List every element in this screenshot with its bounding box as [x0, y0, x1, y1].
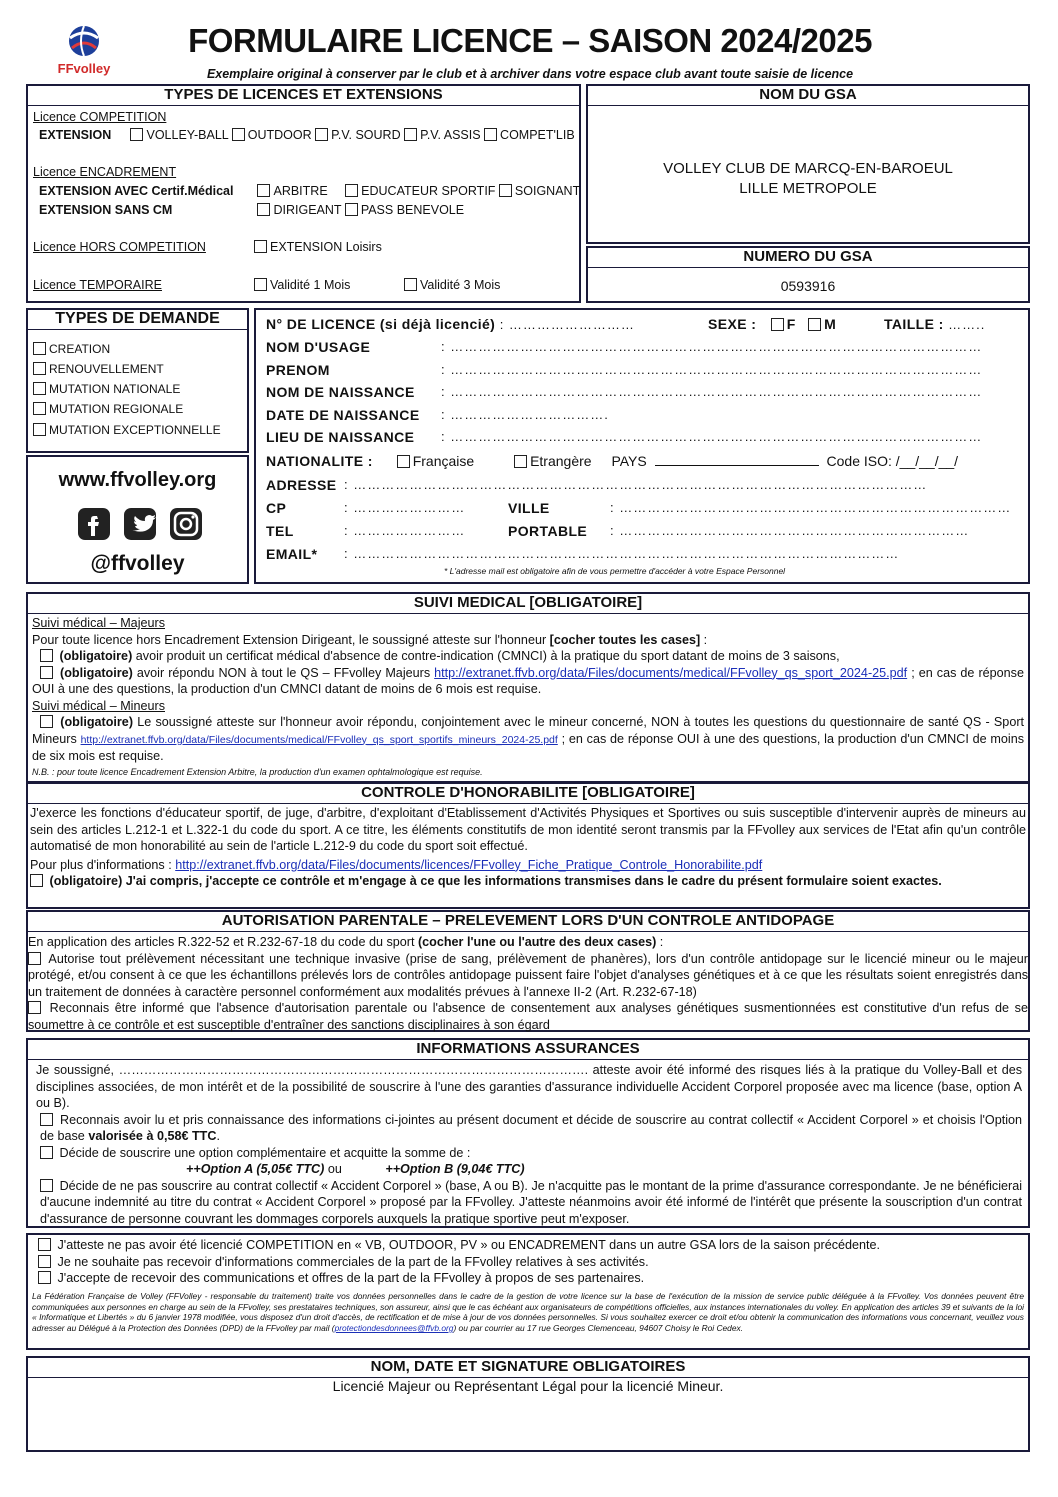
honorabilite-heading: CONTROLE D'HONORABILITE [OBLIGATOIRE] [28, 784, 1028, 804]
extension-label: EXTENSION [39, 128, 112, 142]
licence-competition-label: Licence COMPETITION [33, 110, 167, 124]
qs-mineurs-link[interactable]: http://extranet.ffvb.org/data/Files/documents/medical/FFvolley_qs_sport_sportifs_mineurs_2024-25.pdf [80, 733, 558, 746]
nom-usage-label: NOM D'USAGE [266, 339, 371, 355]
checkbox[interactable] [254, 278, 267, 291]
encadrement-with-cm [39, 184, 580, 198]
taille-label: TAILLE : [884, 316, 944, 332]
licence-number-field[interactable]: : ……………………… [499, 317, 635, 332]
consent-partners[interactable]: J'accepte de recevoir des communications et offres de la part de la FFvolley à propos de ses partenaires. [38, 1270, 1022, 1287]
licence-types-panel [26, 84, 581, 303]
social-handle[interactable]: @ffvolley [90, 552, 185, 575]
antidopage-intro: En application des articles R.322-52 et R.232-67-18 du code du sport (cocher l'une ou l'autre des deux cases) : [28, 935, 664, 949]
page-subtitle: Exemplaire original à conserver par le club et à archiver dans votre espace club avant toute saisie de licence [206, 67, 854, 81]
date-naissance-label: DATE DE NAISSANCE [266, 407, 420, 423]
demande-mutation-exceptionnelle[interactable]: MUTATION EXCEPTIONNELLE [33, 423, 221, 437]
checkbox[interactable] [254, 240, 267, 253]
antidopage-option-reconnais[interactable]: Reconnais être informé que l'absence d'autorisation parentale ou l'absence de consentement aux analyses génétiques susmentionnées est constitutive d'un refus de se soumettre à ce contrôle et est susceptible d'entraîner des sanctions disciplinaires à son égard [28, 1001, 1028, 1032]
portable-field[interactable]: : ………………………………………………………………… [610, 523, 970, 538]
signature-heading: NOM, DATE ET SIGNATURE OBLIGATOIRES [28, 1358, 1028, 1378]
medical-intro: Pour toute licence hors Encadrement Extension Dirigeant, le soussigné atteste sur l'honneur [cocher toutes les cases] : [32, 632, 708, 647]
instagram-icon[interactable] [170, 508, 202, 540]
checkbox[interactable] [40, 666, 53, 679]
option-extension-loisirs[interactable]: EXTENSION Loisirs [254, 240, 382, 254]
rgpd-notice: La Fédération Française de Volley (FFVolley - responsable du traitement) traite vos données personnelles dans le cadre de la gestion de votre licence sur la base de l'exécution de la mission de service public déléguée à la FFvolley. Vos données peuvent être communiquées aux personnes en charge au sein de la FFvolley, ses prestataires techniques, son assureur, ainsi que le cas échéant aux organisateurs de compétitions officielles, aux instances internationales du volley. En application des articles 39 et suivants de la loi « Informatique et Libertés » du 6 janvier 1978 modifiée, vous disposez d'un droit d'accès, de rectification et de mise à jour de vos données personnelles. Si vous souhaitez exercer ce droit et/ou obtenir la communication des informations vous concernant, veuillez vous adresser au Délégué à la Protection des Données (DPD) de la FFvolley par mail (protectiondesdonnees@ffvb.org) ou par courrier au 17 rue Georges Clemenceau, 94607 Choisy le Roi Cedex. [32, 1291, 1024, 1334]
demande-panel [26, 308, 249, 453]
medical-item-qs-mineurs[interactable]: (obligatoire) Le soussigné atteste sur l'honneur avoir répondu, conjointement avec le mineur concerné, NON à toutes les questions du questionnaire de santé QS - Sport Mineurs http://extranet.ffvb.org/data/Files/documents/medical/FFvolley_qs_sport_sportifs_mineurs_2024-25.pdf ; en cas de réponse OUI à une des questions, la production d'un CMNCI de moins de six mois est requise. [32, 715, 1025, 763]
website-link[interactable]: www.ffvolley.org [58, 469, 217, 491]
social-icons [76, 507, 206, 546]
twitter-icon[interactable] [124, 508, 156, 540]
ffvolley-logo [56, 24, 112, 74]
pays-label: PAYS [611, 453, 647, 469]
checkbox[interactable] [33, 382, 46, 395]
cp-label: CP [266, 500, 287, 516]
dpd-email-link[interactable]: protectiondesdonnees@ffvb.org [334, 1323, 454, 1334]
volleyball-logo-icon [56, 24, 112, 58]
nationalite-label: NATIONALITE : [266, 453, 373, 469]
medical-item-cmnci[interactable]: (obligatoire) avoir produit un certificat médical d'absence de contre-indication (CMNCI) à la pratique du sport datant de moins de 3 saisons, [32, 648, 1024, 665]
gsa-name-line1: VOLLEY CLUB DE MARCQ-EN-BAROEUL [663, 160, 953, 177]
encadrement-without-cm [39, 203, 464, 217]
antidopage-content [28, 934, 1028, 1033]
checkbox[interactable] [484, 128, 497, 141]
pays-field[interactable] [655, 454, 819, 466]
gsa-name-heading: NOM DU GSA [588, 86, 1028, 106]
taille-row [884, 316, 985, 334]
checkbox[interactable] [257, 184, 270, 197]
nom-naissance-field[interactable]: : …………………………………………………………………………………………………… [441, 384, 983, 399]
medical-panel [26, 592, 1030, 783]
option-validite-3-mois[interactable]: Validité 3 Mois [404, 278, 500, 292]
email-note: * L'adresse mail est obligatoire afin de vous permettre d'accéder à votre Espace Personnel [444, 566, 786, 576]
assurances-intro: Je soussigné, …………………………………………………………………………………………………. atteste avoir été informé des risques liés à la pratique du Volley-Ball et des disciplines associées, de mon intérêt et de la possibilité de souscrire à l'une des garanties d'assurance individuelle Accident Corporel proposée avec ma licence (base, option A ou B). [36, 1063, 1022, 1110]
honorabilite-info: Pour plus d'informations : http://extranet.ffvb.org/data/Files/documents/licences/FFvolley_Fiche_Pratique_Controle_Honorabilite.pdf [30, 857, 763, 872]
checkbox[interactable] [38, 1255, 51, 1268]
without-cm-label: EXTENSION SANS CM [39, 203, 173, 217]
portable-label: PORTABLE [508, 523, 588, 539]
consent-no-commercial[interactable]: Je ne souhaite pas recevoir d'informations commerciales de la part de la FFvolley relatives à ses activités. [38, 1254, 1022, 1271]
checkbox[interactable] [404, 128, 417, 141]
checkbox[interactable] [28, 1001, 41, 1014]
gsa-number-panel [586, 246, 1030, 303]
checkbox[interactable] [40, 1146, 53, 1159]
option-pass-benevole[interactable]: PASS BENEVOLE [345, 203, 464, 217]
sexe-f-option[interactable]: F [771, 316, 796, 332]
checkbox[interactable] [499, 184, 512, 197]
checkbox[interactable] [232, 128, 245, 141]
licence-encadrement-label: Licence ENCADREMENT [33, 165, 177, 179]
nationalite-francaise[interactable]: Française [397, 453, 474, 469]
option-b[interactable]: ++Option B (9,04€ TTC) [385, 1162, 525, 1176]
signature-area[interactable] [28, 1398, 1028, 1450]
signature-subtitle: Licencié Majeur ou Représentant Légal pour la licencié Mineur. [332, 1378, 724, 1394]
checkbox[interactable] [40, 1113, 53, 1126]
demande-heading: TYPES DE DEMANDE [28, 310, 247, 330]
prenom-field[interactable]: : …………………………………………………………………………………………………… [441, 362, 983, 377]
option-arbitre[interactable]: ARBITRE [257, 184, 327, 198]
assurances-option-base[interactable]: Reconnais avoir lu et pris connaissance des informations ci-jointes au présent document et décide de souscrire au contrat collectif « Accident Corporel » et choisis l'Option de base valorisée à 0,58€ TTC. [40, 1112, 1023, 1143]
date-naissance-field[interactable]: : ……………………………. [441, 407, 609, 422]
taille-field[interactable]: …….. [948, 317, 986, 332]
gsa-number-heading: NUMERO DU GSA [588, 248, 1028, 268]
checkbox[interactable] [345, 203, 358, 216]
ville-label: VILLE [508, 500, 550, 516]
checkbox[interactable] [33, 423, 46, 436]
gsa-name-line2: LILLE METROPOLE [739, 180, 877, 197]
checkbox[interactable] [404, 278, 417, 291]
consents-panel [26, 1233, 1030, 1350]
medical-heading: SUIVI MEDICAL [OBLIGATOIRE] [28, 594, 1028, 614]
antidopage-panel [26, 910, 1030, 1032]
signature-panel [26, 1356, 1030, 1452]
assurances-option-complementaire[interactable]: Décide de souscrire une option complémentaire et acquitte la somme de : [36, 1145, 1022, 1162]
demande-mutation-nationale[interactable]: MUTATION NATIONALE [33, 382, 180, 396]
assurances-heading: INFORMATIONS ASSURANCES [28, 1040, 1028, 1060]
medical-content [32, 615, 1024, 777]
licence-types-heading: TYPES DE LICENCES ET EXTENSIONS [28, 86, 579, 106]
checkbox[interactable] [40, 715, 53, 728]
licence-number-row [266, 316, 635, 334]
option-volley-ball[interactable]: VOLLEY-BALL [130, 128, 228, 142]
demande-renouvellement[interactable]: RENOUVELLEMENT [33, 362, 164, 376]
option-educateur[interactable]: EDUCATEUR SPORTIF [345, 184, 495, 198]
lieu-naissance-label: LIEU DE NAISSANCE [266, 429, 415, 445]
demande-mutation-regionale[interactable]: MUTATION REGIONALE [33, 402, 183, 416]
honorabilite-panel [26, 782, 1030, 909]
sexe-label: SEXE : [708, 316, 757, 332]
honorabilite-link[interactable]: http://extranet.ffvb.org/data/Files/documents/licences/FFvolley_Fiche_Pratique_Controle_Honorabilite.pdf [175, 857, 763, 872]
gsa-number-value: 0593916 [780, 278, 836, 294]
checkbox[interactable] [33, 402, 46, 415]
majeurs-label: Suivi médical – Majeurs [32, 616, 165, 630]
code-iso-label: Code ISO: [826, 453, 892, 469]
option-dirigeant[interactable]: DIRIGEANT [257, 203, 341, 217]
medical-item-qs-majeurs[interactable]: (obligatoire) avoir répondu NON à tout le QS – FFvolley Majeurs http://extranet.ffvb.org/data/Files/documents/medical/FFvolley_qs_sport_2024-25.pdf ; en cas de réponse OUI à une des questions, la production d'un CMNCI datant de moins de 6 mois est requise. [32, 665, 1024, 696]
checkbox[interactable] [28, 952, 41, 965]
option-soignant[interactable]: SOIGNANT [499, 184, 580, 198]
email-field[interactable]: : ……………………………………………………………………………………………………… [344, 546, 900, 561]
checkbox[interactable] [40, 649, 53, 662]
honorabilite-check[interactable]: (obligatoire) J'ai compris, j'accepte ce contrôle et m'engage à ce que les informations transmises dans le cadre du présent formulaire soient exactes. [30, 873, 1026, 890]
assurances-option-refus[interactable]: Décide de ne pas souscrire au contrat collectif « Accident Corporel » (base, A ou B). Je n'acquitte pas le montant de la prime d'assurance correspondante. Je ne bénéficierai d'aucune indemnité au titre du contrat « Accident Corporel » proposé par la FFvolley. J'atteste néanmoins avoir été informé de l'intérêt que présente la souscription d'un contrat d'assurance de personne couvrant les dommages corporels auxquels la pratique sportive peut m'exposer. [40, 1178, 1023, 1226]
checkbox[interactable] [130, 128, 143, 141]
checkbox[interactable] [33, 362, 46, 375]
checkbox[interactable] [38, 1238, 51, 1251]
checkbox[interactable] [257, 203, 270, 216]
with-cm-label: EXTENSION AVEC Certif.Médical [39, 184, 234, 198]
assurances-panel [26, 1038, 1030, 1228]
tel-label: TEL [266, 523, 294, 539]
consent-not-licensed[interactable]: J'atteste ne pas avoir été licencié COMPETITION en « VB, OUTDOOR, PV » ou ENCADREMENT dans un autre GSA lors de la saison précédente. [38, 1237, 1022, 1254]
competition-extensions [39, 128, 575, 142]
checkbox[interactable] [33, 342, 46, 355]
antidopage-heading: AUTORISATION PARENTALE – PRELEVEMENT LORS D'UN CONTROLE ANTIDOPAGE [28, 912, 1028, 932]
adresse-label: ADRESSE [266, 477, 337, 493]
lieu-naissance-field[interactable]: : …………………………………………………………………………………………………… [441, 429, 983, 444]
demande-creation[interactable]: CREATION [33, 342, 110, 356]
checkbox[interactable] [771, 318, 784, 331]
licence-temporaire-label: Licence TEMPORAIRE [33, 278, 162, 292]
honorabilite-content [30, 805, 1026, 890]
checkbox[interactable] [345, 184, 358, 197]
sexe-m-option[interactable]: M [808, 316, 836, 332]
licence-number-label: N° DE LICENCE (si déjà licencié) [266, 316, 496, 332]
mineurs-label: Suivi médical – Mineurs [32, 698, 165, 713]
assurances-content [36, 1062, 1022, 1227]
gsa-name-panel [586, 84, 1030, 244]
option-outdoor[interactable]: OUTDOOR [232, 128, 312, 142]
licence-hors-competition-label: Licence HORS COMPETITION [33, 240, 206, 254]
page-title: FORMULAIRE LICENCE – SAISON 2024/2025 [188, 22, 872, 59]
option-a[interactable]: ++Option A (5,05€ TTC) [186, 1162, 325, 1176]
option-pv-assis[interactable]: P.V. ASSIS [404, 128, 480, 142]
sexe-row [708, 316, 836, 334]
checkbox[interactable] [808, 318, 821, 331]
medical-nb: N.B. : pour toute licence Encadrement Extension Arbitre, la production d'un examen ophtalmologique est requise. [32, 766, 483, 777]
assurances-option-ab: ++Option A (5,05€ TTC) ou ++Option B (9,04€ TTC) [186, 1162, 525, 1176]
ville-field[interactable]: : ………………………………………………………………………… [610, 500, 1012, 515]
nationalite-etrangere[interactable]: Etrangère [514, 453, 591, 469]
qs-majeurs-link[interactable]: http://extranet.ffvb.org/data/Files/documents/medical/FFvolley_qs_sport_2024-25.pdf [434, 665, 908, 680]
antidopage-option-autorise[interactable]: Autorise tout prélèvement nécessitant une technique invasive (prise de sang, prélèvement de phanères), lors d'un contrôle antidopage sur le licencié mineur ou le majeur protégé, et/ou consent à ce que les échantillons prélevés lors de contrôles antidopage puissent faire l'objet d'analyses génétiques et à ce que les résultats soient enregistrés dans un traitement de données à caractère personnel conformément aux modalités prévues à l'annexe II-2 (Art. R.232-67-18) [28, 951, 1028, 999]
checkbox[interactable] [315, 128, 328, 141]
logo-text: FFvolley [57, 61, 111, 76]
option-compet-lib[interactable]: COMPET'LIB [484, 128, 575, 142]
facebook-icon[interactable] [78, 508, 110, 540]
prenom-label: PRENOM [266, 362, 330, 378]
cp-field[interactable]: : …………………… [344, 500, 466, 515]
checkbox[interactable] [514, 455, 527, 468]
checkbox[interactable] [30, 874, 43, 887]
honorabilite-text: J'exerce les fonctions d'éducateur sportif, de juge, d'arbitre, d'exploitant d'Etablissement d'Activités Physiques et Sportives ou suis susceptible d'intervenir auprès de mineurs au sein des articles L.212-1 et L.322-1 du code du sport. A ce titre, les éléments constitutifs de mon identité seront transmis par la FFvolley aux services de l'Etat afin qu'un contrôle automatisé de mon honorabilité au sein de l'article L.212-9 du code du sport soit effectué. [30, 806, 1026, 853]
nom-usage-field[interactable]: : …………………………………………………………………………………………………… [441, 339, 983, 354]
option-pv-sourd[interactable]: P.V. SOURD [315, 128, 400, 142]
adresse-field[interactable]: : …………………………………………………………………………………………………………… [344, 477, 928, 492]
consents-content [38, 1237, 1022, 1287]
nationalite-row [266, 453, 958, 469]
identity-panel [254, 308, 1030, 584]
checkbox[interactable] [397, 455, 410, 468]
code-iso-field[interactable]: /__/__/__/ [895, 453, 959, 469]
option-validite-1-mois[interactable]: Validité 1 Mois [254, 278, 350, 292]
tel-field[interactable]: : …………………… [344, 523, 466, 538]
email-label: EMAIL* [266, 546, 318, 562]
checkbox[interactable] [40, 1179, 53, 1192]
social-panel [26, 455, 249, 584]
checkbox[interactable] [38, 1271, 51, 1284]
nom-naissance-label: NOM DE NAISSANCE [266, 384, 415, 400]
